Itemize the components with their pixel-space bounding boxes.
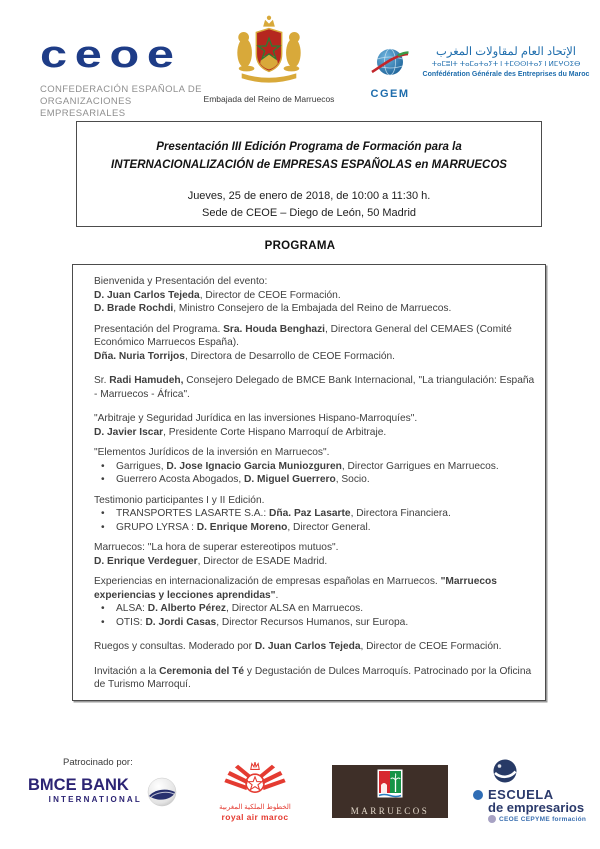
program-paragraph: Presentación del Programa. Sra. Houda Benghazi, Directora General del CEMAES (Comité Económico Marruecos España). [94,323,512,348]
paragraph-gap [94,534,535,541]
program-bullet-item: • Guerrero Acosta Abogados, D. Miguel Guerrero, Socio. [94,473,535,487]
paragraph-gap [94,401,535,412]
paragraph-gap [94,439,535,446]
escuela-e-icon [489,758,519,786]
bmce-name: BMCE BANK [28,776,129,794]
program-paragraph: Bienvenida y Presentación del evento: [94,276,268,287]
paragraph-gap [94,568,535,575]
program-paragraph: D. Javier Iscar, Presidente Corte Hispano Marroquí de Arbitraje. [94,426,387,438]
bmce-subtitle: INTERNATIONAL [48,795,142,804]
program-paragraph: "Arbitraje y Seguridad Jurídica en las inversiones Hispano-Marroquíes". [94,413,418,424]
ceoe-logo [40,34,210,120]
program-paragraph: Experiencias en internacionalización de empresas españolas en Marruecos. "Marruecos experiencias y lecciones aprendidas". [94,576,497,601]
escuela-line3: CEOE CEPYME formación [499,815,587,823]
ram-logo [202,761,308,823]
paragraph-gap [94,363,535,374]
program-paragraph: D. Brade Rochdi, Ministro Consejero de la Embajada del Reino de Marruecos. [94,303,452,314]
program-paragraph: D. Juan Carlos Tejeda, Director de CEOE Formación. [94,289,341,301]
marruecos-emblem-icon [377,769,403,800]
program-paragraph: Ruegos y consultas. Moderado por D. Juan Carlos Tejeda, Director de CEOE Formación. [94,641,502,652]
escuela-bullet-icon [473,790,483,800]
program-paragraph: "Elementos Jurídicos de la inversión en Marruecos". [94,447,330,458]
event-title-line1: Presentación III Edición Programa de Formación para la [156,141,462,153]
programa-heading: PROGRAMA [264,240,336,252]
bmce-sphere-icon [147,777,177,807]
program-paragraph: Testimonio participantes I y II Edición. [94,494,265,506]
program-bullet-item: • Garrigues, D. Jose Ignacio Garcia Muniozguren, Director Garrigues en Marruecos. [94,460,535,474]
paragraph-gap [94,487,535,494]
ram-arabic-name: الخطوط الملكية المغربية [219,804,291,811]
program-bullet-item: • GRUPO LYRSA : D. Enrique Moreno, Director General. [94,521,535,535]
program-paragraph: Sr. Radi Hamudeh, Consejero Delegado de BMCE Bank Internacional, "La triangulación: España - Marruecos - África". [94,375,535,400]
escuela-line2: de empresarios [488,800,585,815]
escuela-line1: ESCUELA [488,787,554,802]
program-bullet-item: • ALSA: D. Alberto Pérez, Director ALSA en Marruecos. [94,602,535,616]
embassy-logo [203,12,335,104]
bmce-logo [28,776,177,807]
program-bullet-item: • OTIS: D. Jordi Casas, Director Recursos Humanos, sur Europa. [94,616,535,630]
cgem-globe-icon [371,45,409,81]
program-content [94,275,535,692]
event-title-box [76,121,542,227]
cgem-acronym: CGEM [370,88,410,100]
paragraph-gap [94,654,535,665]
program-bullet-item: • TRANSPORTES LASARTE S.A.: Dña. Paz Lasarte, Directora Financiera. [94,507,535,521]
program-paragraph: Marruecos: "La hora de superar estereotipos mutuos". [94,542,339,553]
ceoe-wordmark: ceoe [40,34,182,76]
event-venue: Sede de CEOE – Diego de León, 50 Madrid [201,207,417,219]
escuela-small-bullet-icon [488,815,496,823]
embassy-caption: Embajada del Reino de Marruecos [203,94,335,104]
sponsor-label: Patrocinado por: [63,757,133,768]
ram-emblem-icon [223,761,287,798]
program-paragraph: Dña. Nuria Torrijos, Directora de Desarrollo de CEOE Formación. [94,350,396,362]
event-title-line2: INTERNACIONALIZACIÓN de EMPRESAS ESPAÑOLAS en MARRUECOS [111,159,507,171]
program-paragraph: D. Enrique Verdeguer, Director de ESADE Madrid. [94,555,328,567]
ceoe-caption-line1: CONFEDERACIÓN ESPAÑOLA DE [40,84,202,95]
program-paragraph: Invitación a la Ceremonia del Té y Degustación de Dulces Marroquís. Patrocinado por la Oficina de Turismo Marroquí. [94,665,532,690]
event-datetime: Jueves, 25 de enero de 2018, de 10:00 a 11:30 h. [187,190,431,202]
cgem-logo [367,45,591,100]
cgem-french-name: Confédération Générale des Entreprises du Maroc [422,71,590,78]
paragraph-gap [94,316,535,323]
ram-wordmark: royal air maroc [221,812,289,822]
marruecos-label: MARRUECOS [350,806,430,816]
paragraph-gap [94,629,535,640]
cgem-arabic-name: الإتحاد العام لمقاولات المغرب [436,46,576,58]
program-box [72,264,546,701]
ceoe-caption-line2: ORGANIZACIONES EMPRESARIALES [40,96,132,119]
marruecos-logo [332,765,448,818]
cgem-tifinagh-name: ⵜⴰⵎⵓⵏⵜ ⵜⴰⵎⴰⵜⴰⵢⵜ ⵏ ⵜⵎⵙⵙⵏⵜⴰⵢ ⵏ ⵍⵎⵖⵔⵉⴱ [431,61,581,68]
embassy-crest-icon [230,12,308,86]
